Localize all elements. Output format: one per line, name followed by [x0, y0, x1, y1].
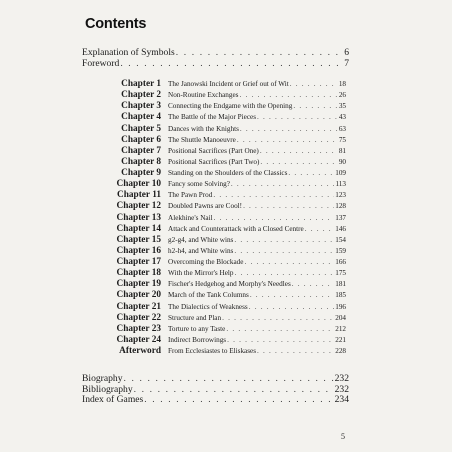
- entry-page-number: 146: [335, 224, 346, 233]
- entry-title: Attack and Counterattack with a Closed Centre: [168, 224, 304, 233]
- leader-dots: [234, 235, 334, 246]
- entry-page-number: 35: [338, 102, 346, 111]
- toc-entry: [82, 373, 349, 384]
- entry-title: Indirect Borrowings: [168, 335, 227, 344]
- leader-dots: [234, 268, 334, 279]
- entry-title: Positional Sacrifices (Part One): [168, 146, 259, 155]
- entry-page-number: 154: [335, 235, 346, 244]
- entry-title: Biography: [82, 373, 123, 384]
- chapter-entry: [90, 179, 346, 190]
- chapter-entry: [90, 201, 346, 212]
- leader-dots: [222, 313, 334, 324]
- entry-title: Structure and Plan: [168, 313, 222, 322]
- entry-page-number: 128: [335, 202, 346, 211]
- entry-page-number: 232: [334, 373, 349, 384]
- leader-dots: [305, 224, 334, 235]
- entry-title: h2-h4, and White wins: [168, 246, 234, 255]
- chapter-entry: [90, 79, 346, 90]
- entry-title: March of the Tank Columns: [168, 291, 249, 300]
- chapter-label: Chapter 13: [116, 212, 161, 223]
- chapter-label: Chapter 10: [116, 179, 161, 190]
- chapter-entry: [90, 157, 346, 168]
- leader-dots: [257, 112, 338, 123]
- chapter-label: Chapter 9: [121, 168, 161, 179]
- leader-dots: [293, 101, 337, 112]
- chapter-entry: [90, 135, 346, 146]
- chapter-label: Chapter 19: [116, 279, 161, 290]
- chapter-entry: [90, 302, 346, 313]
- entry-page-number: 228: [335, 347, 346, 356]
- entry-page-number: 75: [338, 135, 346, 144]
- leader-dots: [240, 124, 338, 135]
- entry-title: Non-Routine Exchanges: [168, 91, 239, 100]
- leader-dots: [176, 47, 343, 58]
- chapter-entry: [90, 324, 346, 335]
- entry-page-number: 212: [335, 324, 346, 333]
- entry-page-number: 81: [338, 146, 346, 155]
- chapter-label: Chapter 16: [116, 245, 161, 256]
- entry-page-number: 204: [335, 313, 346, 322]
- leader-dots: [231, 179, 335, 190]
- chapter-label: Chapter 24: [116, 334, 161, 345]
- leader-dots: [213, 190, 334, 201]
- leader-dots: [239, 90, 337, 101]
- chapter-label: Chapter 18: [116, 268, 161, 279]
- entry-title: Positional Sacrifices (Part Two): [168, 157, 260, 166]
- leader-dots: [120, 58, 343, 69]
- leader-dots: [250, 290, 334, 301]
- entry-page-number: 181: [335, 280, 346, 289]
- toc-entry: [82, 58, 349, 69]
- entry-title: Foreword: [82, 57, 120, 69]
- chapter-entry: [90, 235, 346, 246]
- chapter-label: Chapter 11: [117, 190, 161, 201]
- chapter-label: Chapter 1: [121, 79, 161, 89]
- toc-entry: [82, 394, 349, 405]
- chapter-label: Chapter 5: [121, 123, 161, 134]
- chapter-label: Afterword: [119, 346, 161, 357]
- chapter-entry: [90, 313, 346, 324]
- entry-title: Alekhine's Nail: [168, 213, 213, 222]
- chapter-entry: [90, 257, 346, 268]
- leader-dots: [227, 335, 334, 346]
- chapter-entry: [90, 346, 346, 357]
- leader-dots: [288, 168, 334, 179]
- entry-page-number: 234: [334, 394, 349, 405]
- chapter-entry: [90, 124, 346, 135]
- entry-title: The Janowski Incident or Grief out of Wit: [168, 80, 289, 88]
- chapter-label: Chapter 12: [116, 201, 161, 212]
- entry-page-number: 159: [335, 246, 346, 255]
- leader-dots: [292, 279, 334, 290]
- entry-page-number: 113: [335, 180, 346, 189]
- leader-dots: [124, 373, 334, 384]
- chapter-entry: [90, 335, 346, 346]
- entry-page-number: 232: [334, 383, 349, 395]
- entry-title: The Shuttle Manoeuvre: [168, 135, 236, 144]
- leader-dots: [243, 201, 334, 212]
- entry-title: Index of Games: [82, 394, 144, 405]
- entry-page-number: 166: [335, 258, 346, 267]
- chapter-entry: [90, 112, 346, 123]
- chapter-entry: [90, 246, 346, 257]
- chapter-label: Chapter 15: [116, 234, 161, 245]
- entry-page-number: 196: [335, 302, 346, 311]
- entry-page-number: 137: [335, 213, 346, 222]
- entry-page-number: 109: [335, 169, 346, 178]
- chapter-label: Chapter 17: [116, 257, 161, 268]
- chapter-entry: [90, 146, 346, 157]
- chapter-label: Chapter 4: [121, 112, 161, 123]
- leader-dots: [260, 146, 338, 157]
- leader-dots: [260, 157, 337, 168]
- chapter-entry: [90, 290, 346, 301]
- chapter-label: Chapter 6: [121, 134, 161, 145]
- entry-title: g2-g4, and White wins: [168, 235, 234, 244]
- chapter-label: Chapter 21: [116, 301, 161, 312]
- entry-title: The Pawn Prod: [168, 191, 213, 200]
- entry-title: From Ecclesiastes to Eliskases: [168, 347, 257, 356]
- chapter-label: Chapter 7: [121, 145, 161, 156]
- entry-page-number: 43: [338, 113, 346, 122]
- entry-title: Fancy some Solving?: [168, 180, 230, 189]
- chapter-entry: [90, 190, 346, 201]
- chapter-label: Chapter 23: [116, 323, 161, 334]
- entry-page-number: 175: [335, 269, 346, 278]
- entry-page-number: 7: [344, 57, 349, 69]
- chapter-label: Chapter 20: [116, 290, 161, 301]
- entry-page-number: 185: [335, 291, 346, 300]
- chapter-label: Chapter 2: [121, 90, 161, 101]
- page-title: Contents: [85, 16, 147, 32]
- leader-dots: [249, 302, 335, 313]
- leader-dots: [214, 213, 335, 224]
- toc-entry: [82, 384, 349, 395]
- entry-title: Dances with the Knights: [168, 124, 239, 133]
- leader-dots: [144, 394, 333, 405]
- toc-entry: [82, 47, 349, 58]
- entry-page-number: 6: [344, 47, 349, 58]
- entry-title: Torture to any Taste: [168, 324, 226, 333]
- leader-dots: [134, 384, 334, 395]
- entry-page-number: 90: [338, 157, 346, 166]
- leader-dots: [237, 135, 338, 146]
- entry-title: With the Mirror's Help: [168, 269, 234, 278]
- entry-title: Standing on the Shoulders of the Classics: [168, 169, 288, 178]
- chapter-entry: [90, 213, 346, 224]
- chapter-entry: [90, 268, 346, 279]
- chapter-entry: [90, 101, 346, 112]
- entry-page-number: 123: [335, 191, 346, 200]
- leader-dots: [226, 324, 334, 335]
- chapter-entry: [90, 224, 346, 235]
- entry-title: Bibliography: [82, 383, 133, 395]
- chapter-entry: [90, 279, 346, 290]
- entry-page-number: 63: [338, 124, 346, 133]
- chapter-entry: [90, 90, 346, 101]
- entry-title: The Battle of the Major Pieces: [168, 113, 257, 122]
- entry-title: Overcoming the Blockade: [168, 258, 244, 267]
- entry-title: Explanation of Symbols: [82, 47, 175, 58]
- entry-title: The Dialectics of Weakness: [168, 302, 248, 311]
- chapter-label: Chapter 3: [121, 101, 161, 112]
- chapter-label: Chapter 14: [116, 223, 161, 234]
- entry-title: Fischer's Hedgehog and Morphy's Needles: [168, 280, 291, 289]
- entry-title: Connecting the Endgame with the Opening: [168, 102, 293, 111]
- entry-page-number: 221: [335, 335, 346, 344]
- entry-page-number: 26: [338, 91, 346, 100]
- leader-dots: [257, 346, 334, 357]
- page-number: 5: [341, 432, 345, 441]
- leader-dots: [290, 79, 338, 90]
- entry-title: Doubled Pawns are Cool!: [168, 202, 243, 211]
- chapter-entry: [90, 168, 346, 179]
- leader-dots: [234, 246, 334, 257]
- leader-dots: [244, 257, 334, 268]
- chapter-label: Chapter 8: [121, 156, 161, 167]
- entry-page-number: 18: [338, 80, 346, 88]
- chapter-label: Chapter 22: [116, 312, 161, 323]
